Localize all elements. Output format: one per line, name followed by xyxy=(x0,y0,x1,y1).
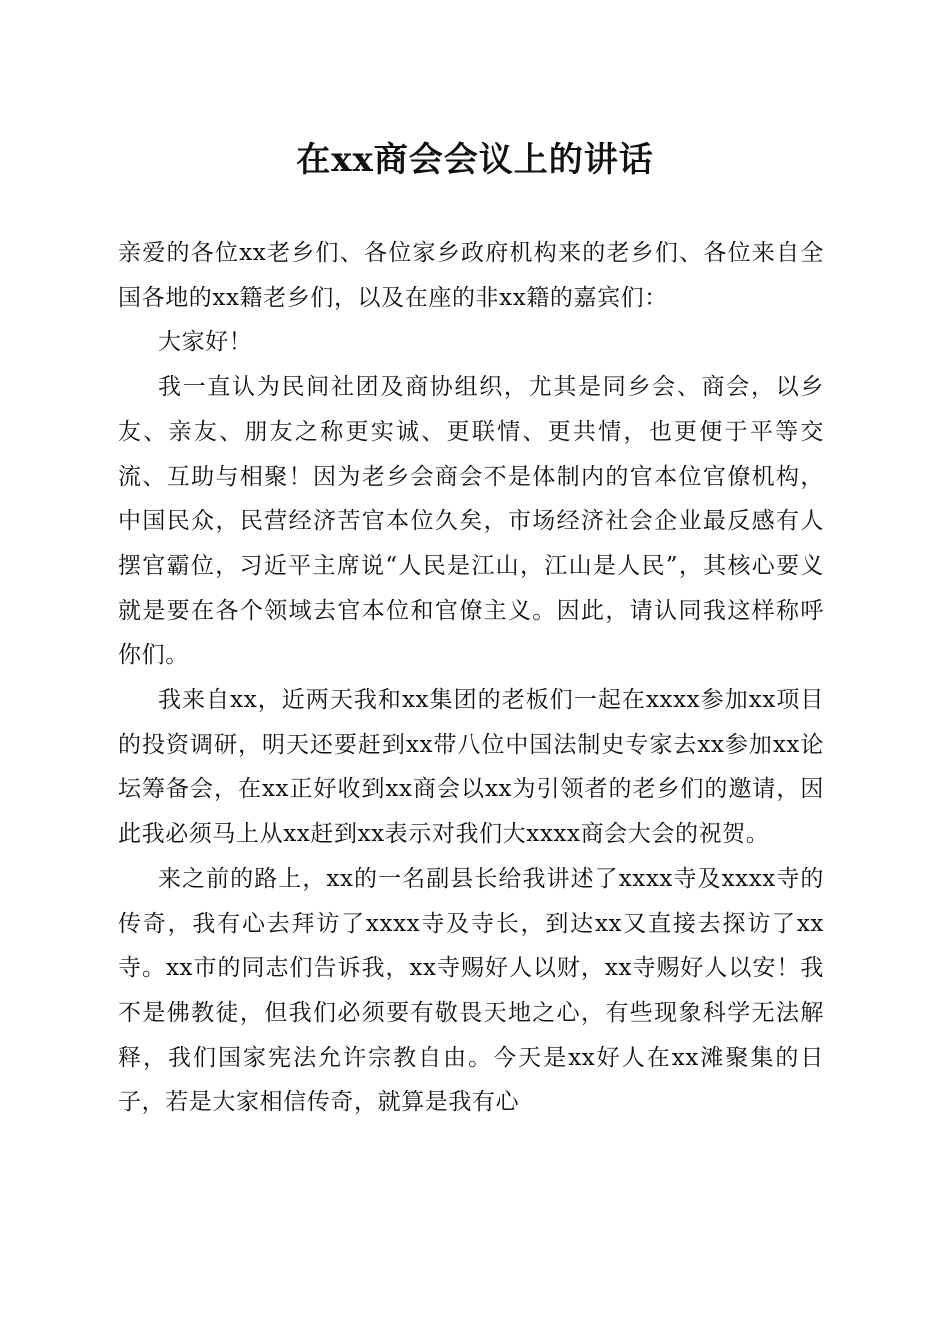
body-paragraph-3: 来之前的路上，xx的一名副县长给我讲述了xxxx寺及xxxx寺的传奇，我有心去拜访了xxxx寺及寺长，到达xx又直接去探访了xx寺。xx市的同志们告诉我，xx寺赐好人以财，xx寺赐好人以安！我不是佛教徒，但我们必须要有敬畏天地之心，有些现象科学无法解释，我们国家宪法允许宗教自由。今天是xx好人在xx滩聚集的日子，若是大家相信传奇，就算是我有心 xyxy=(118,865,824,1116)
document-body xyxy=(118,231,824,1125)
body-paragraph-2: 我来自xx，近两天我和xx集团的老板们一起在xxxx参加xx项目的投资调研，明天还要赶到xx带八位中国法制史专家去xx参加xx论坛筹备会，在xx正好收到xx商会以xx为引领者的老乡们的邀请，因此我必须马上从xx赶到xx表示对我们大xxxx商会大会的祝贺。 xyxy=(118,687,824,848)
document-title: 在xx商会会议上的讲话 xyxy=(296,140,654,180)
greeting-paragraph: 大家好！ xyxy=(158,329,253,356)
salutation-paragraph: 亲爱的各位xx老乡们、各位家乡政府机构来的老乡们、各位来自全国各地的xx籍老乡们，以及在座的非xx籍的嘉宾们： xyxy=(118,240,824,311)
body-paragraph-1: 我一直认为民间社团及商协组织，尤其是同乡会、商会，以乡友、亲友、朋友之称更实诚、更联情、更共情，也更便于平等交流、互助与相聚！因为老乡会商会不是体制内的官本位官僚机构，中国民众，民营经济苦官本位久矣，市场经济社会企业最反感有人摆官霸位，习近平主席说“人民是江山，江山是人民”，其核心要义就是要在各个领域去官本位和官僚主义。因此，请认同我这样称呼你们。 xyxy=(118,374,824,669)
